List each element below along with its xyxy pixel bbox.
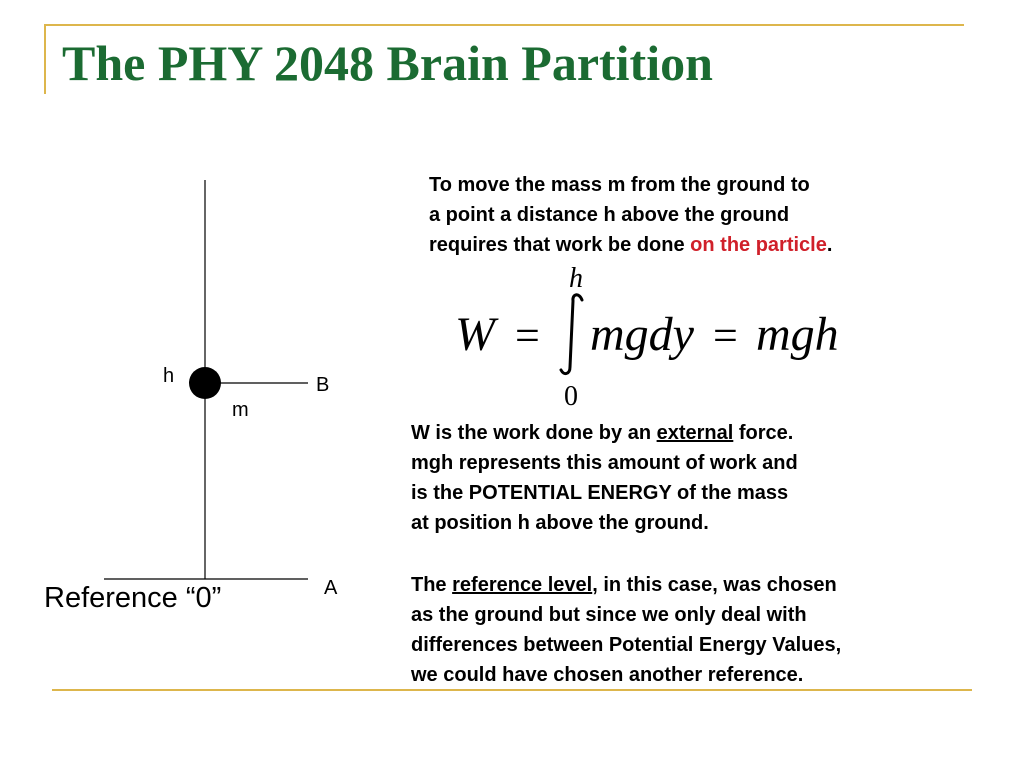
- upper-limit: h: [569, 263, 583, 294]
- reference-level-underlined: reference level: [452, 574, 593, 596]
- work-line: [411, 418, 798, 448]
- formula-rhs: mgh: [756, 308, 839, 361]
- formula-lhs: W: [455, 308, 495, 361]
- reference-label: Reference “0”: [44, 582, 222, 614]
- intro-line: [429, 230, 832, 260]
- reference-paragraph: [411, 570, 841, 690]
- equals-sign: =: [515, 311, 540, 360]
- work-line: is the POTENTIAL ENERGY of the mass: [411, 482, 789, 504]
- external-underlined: external: [656, 422, 734, 444]
- intro-period: .: [826, 234, 833, 256]
- work-line: mgh represents this amount of work and: [411, 452, 798, 474]
- reference-text: , in this case, was chosen: [592, 574, 837, 596]
- height-label: h: [163, 365, 175, 387]
- reference-line: we could have chosen another reference.: [411, 664, 804, 686]
- work-formula: [440, 262, 880, 412]
- highlight-text: on the particle: [690, 234, 827, 256]
- lower-limit: 0: [564, 381, 578, 412]
- intro-line: To move the mass m from the ground to: [429, 174, 810, 196]
- mass-dot: [189, 367, 221, 399]
- work-line: at position h above the ground.: [411, 512, 709, 534]
- integral-sign: [561, 295, 582, 374]
- point-a-label: A: [324, 577, 338, 599]
- reference-line: as the ground but since we only deal with: [411, 604, 807, 626]
- equals-sign: =: [713, 311, 738, 360]
- reference-line: [411, 570, 841, 600]
- work-text: force.: [733, 422, 794, 444]
- slide-title: The PHY 2048 Brain Partition: [62, 35, 713, 91]
- reference-line: differences between Potential Energy Values,: [411, 634, 842, 656]
- work-paragraph: [411, 418, 798, 538]
- point-b-label: B: [316, 374, 330, 396]
- intro-line: a point a distance h above the ground: [429, 204, 790, 226]
- formula-integrand: mgdy: [590, 308, 694, 361]
- intro-text: requires that work be done: [429, 234, 691, 256]
- mass-label: m: [232, 399, 249, 421]
- work-text: W is the work done by an: [411, 422, 657, 444]
- reference-text: The: [411, 574, 453, 596]
- intro-paragraph: [429, 170, 832, 260]
